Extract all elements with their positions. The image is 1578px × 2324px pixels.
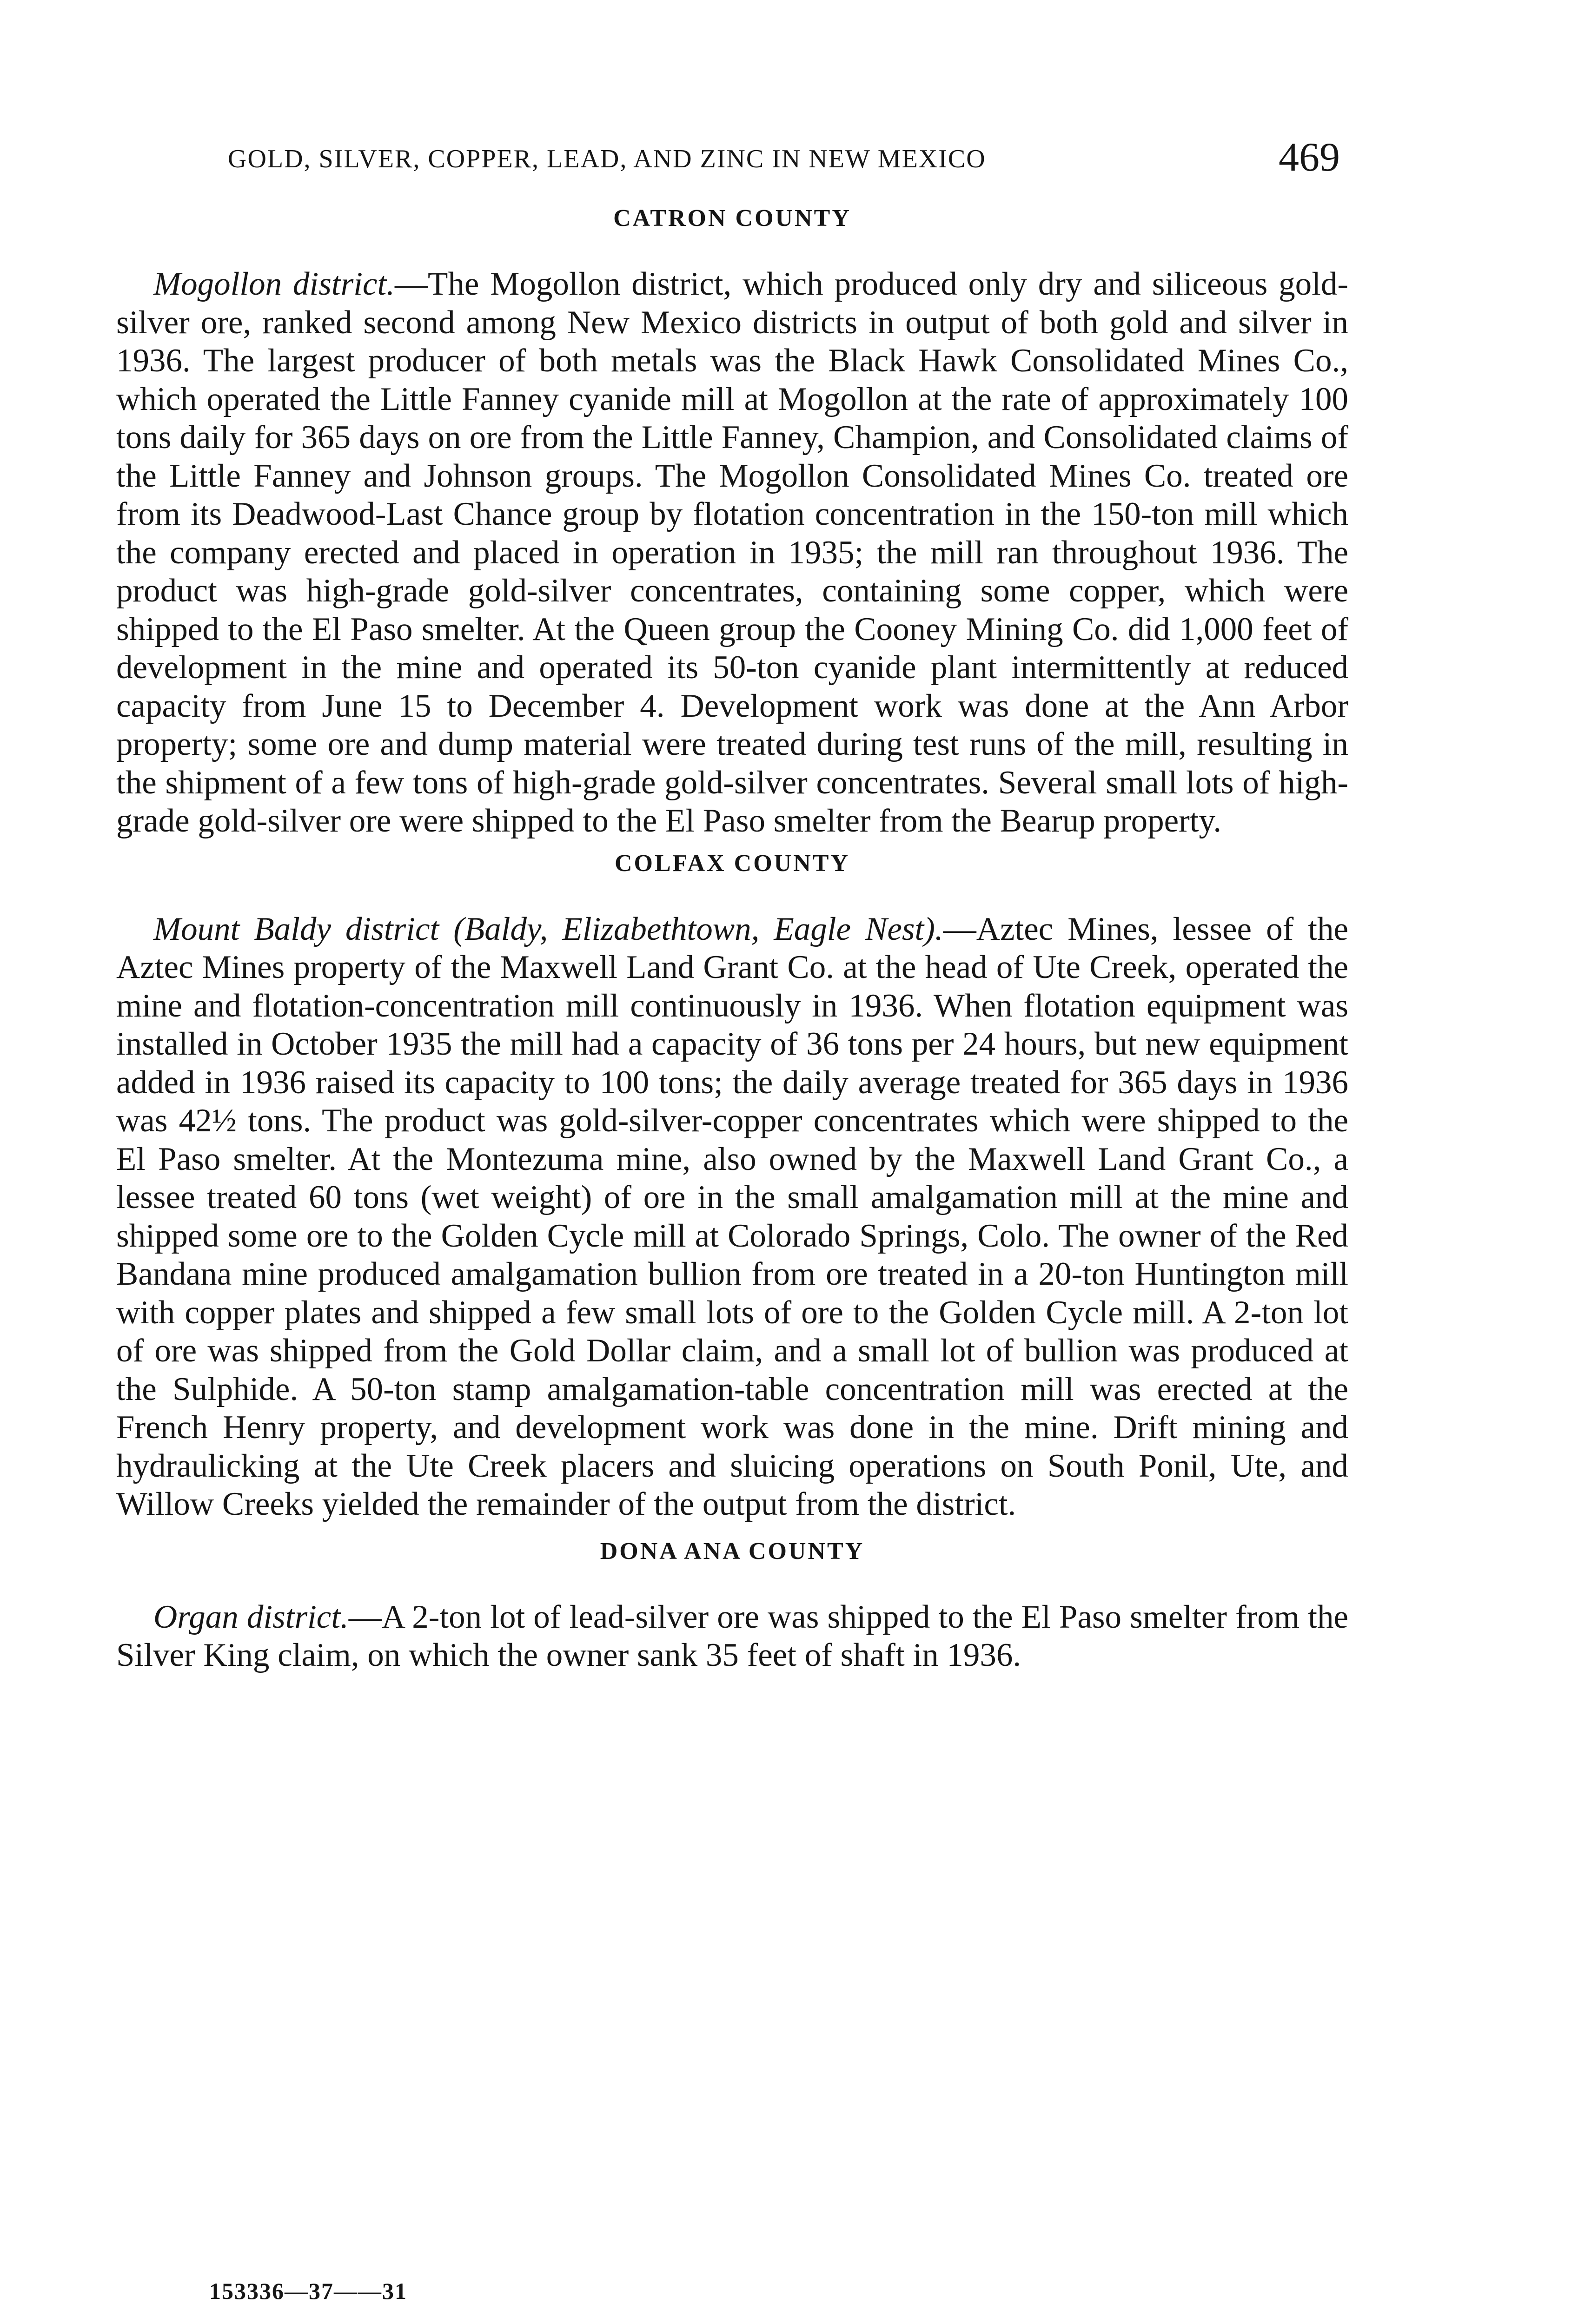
page-number: 469 [1279,135,1340,180]
section-organ-district [116,1598,1348,1675]
section-text-mount-baldy: —Aztec Mines, lessee of the Aztec Mines property of the Maxwell Land Grant Co. at the head of Ute Creek, operated the mine and flotation-concentration mill continuously in 1936. When flotation equipment was installed in October 1935 the mill had a capacity of 36 tons per 24 hours, but new equipment added in 1936 raised its capacity to 100 tons; the daily average treated for 365 days in 1936 was 42½ tons. The product was gold-silver-copper concentrates which were shipped to the El Paso smelter. At the Montezuma mine, also owned by the Maxwell Land Grant Co., a lessee treated 60 tons (wet weight) of ore in the small amalgamation mill at the mine and shipped some ore to the Golden Cycle mill at Colorado Springs, Colo. The owner of the Red Bandana mine produced amalgamation bullion from ore treated in a 20-ton Huntington mill with copper plates and shipped a few small lots of ore to the Golden Cycle mill. A 2-ton lot of ore was shipped from the Gold Dollar claim, and a small lot of bullion was produced at the Sulphide. A 50-ton stamp amalgamation-table concentration mill was erected at the French Henry property, and development work was done in the mine. Drift mining and hydraulicking at the Ute Creek placers and sluicing operations on South Ponil, Ute, and Willow Creeks yielded the remainder of the output from the district. [116,911,1349,1522]
running-head [116,130,1348,200]
district-name-organ: Organ district. [153,1598,349,1635]
county-heading-dona-ana: DONA ANA COUNTY [600,1538,865,1565]
section-text-organ: —A 2-ton lot of lead-silver ore was shipped to the El Paso smelter from the Silver King claim, on which the owner sank 35 feet of shaft in 1936. [116,1598,1348,1673]
running-title: GOLD, SILVER, COPPER, LEAD, AND ZINC IN NEW MEXICO [228,145,986,173]
district-name-mogollon: Mogollon district. [153,266,395,302]
section-mount-baldy-district [116,910,1348,1524]
section-text-mogollon: —The Mogollon district, which produced only dry and siliceous gold-silver ore, ranked second among New Mexico districts in output of both gold and silver in 1936. The largest producer of both metals was the Black Hawk Consolidated Mines Co., which operated the Little Fanney cyanide mill at Mogollon at the rate of approximately 100 tons daily for 365 days on ore from the Little Fanney, Champion, and Consolidated claims of the Little Fanney and Johnson groups. The Mogollon Consolidated Mines Co. treated ore from its Deadwood-Last Chance group by flotation concentration in the 150-ton mill which the company erected and placed in operation in 1935; the mill ran throughout 1936. The product was high-grade gold-silver concentrates, containing some copper, which were shipped to the El Paso smelter. At the Queen group the Cooney Mining Co. did 1,000 feet of development in the mine and operated its 50-ton cyanide plant intermittently at reduced capacity from June 15 to December 4. Development work was done at the Ann Arbor property; some ore and dump material were treated during test runs of the mill, resulting in the shipment of a few tons of high-grade gold-silver concentrates. Several small lots of high-grade gold-silver ore were shipped to the El Paso smelter from the Bearup property. [116,266,1349,839]
page [116,130,1348,1675]
section-mogollon-district [116,265,1348,840]
printer-imprint: 153336—37——31 [209,2278,407,2304]
district-name-mount-baldy: Mount Baldy district (Baldy, Elizabethtown, Eagle Nest). [153,911,943,947]
county-heading-colfax: COLFAX COUNTY [614,850,850,877]
county-heading-catron: CATRON COUNTY [613,205,851,231]
